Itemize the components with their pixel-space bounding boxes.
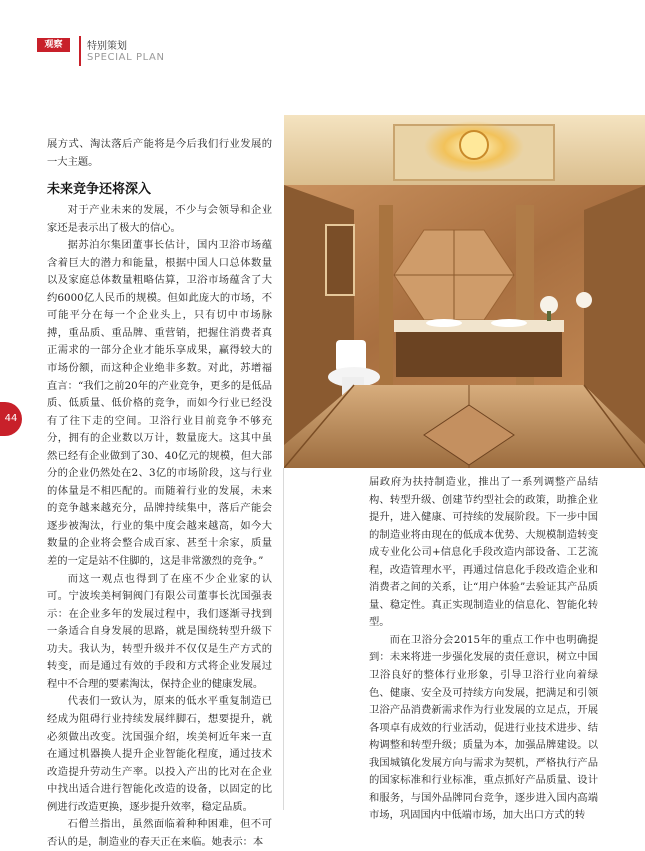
paragraph: 代表们一致认为，原来的低水平重复制造已经成为阻碍行业持续发展绊脚石，想要提升，就必须做出改变。沈国强介绍，埃美柯近年来一直在通过机器换人提升企业智能化程度，通过技术改造提升劳动生产率。以投入产出的比对在企业中找出适合进行智能化改造的设备，以固定的比例进行改造更换，逐步提升效率，稳定品质。 xyxy=(47,695,272,813)
bathroom-illustration xyxy=(284,115,645,468)
section-title-cn: 特别策划 xyxy=(87,41,127,52)
intro-paragraph: 展方式、淘汰落后产能将是今后我们行业发展的一大主题。 xyxy=(47,138,272,168)
bathroom-photo xyxy=(284,115,645,468)
page-number: 44 xyxy=(0,402,22,436)
paragraph: 而在卫浴分会2015年的重点工作中也明确提到：未来将进一步强化发展的责任意识，树立中国卫浴良好的整体行业形象，引导卫浴行业向着绿色、健康、安全及可持续方向发展，把满足和引领卫浴产品消费新需求作为行业发展的立足点，开展各项卓有成效的行业活动，促进行业技术进步、结构调整和转型升级；质量为本，加强品牌建设。以我国城镇化发展方向与需求为契机，严格执行产品的国家标准和行业标准，重点抓好产品质量、设计和服务，与国外品牌同台竞争，逐步进入国内高端市场，巩固国内中低端市场，加大出口方式的转 xyxy=(369,633,598,822)
paragraph: 届政府为扶持制造业，推出了一系列调整产品结构、转型升级、创建节约型社会的政策，助推企业提升，进入健康、可持续的发展阶段。下一步中国的制造业将由现在的低成本优势、大规模制造转变成专业化公司+信息化手段改造内部设备、工艺流程，改造管理水平，再通过信息化手段改造企业和消费者之间的关系，让“用户体验”去验证其产品质量、稳定性。真正实现制造业的信息化、智能化转型。 xyxy=(369,476,598,629)
right-text-column xyxy=(369,474,598,825)
section-tag: 观察 xyxy=(37,38,70,52)
section-heading: 未来竞争还将深入 xyxy=(47,182,152,198)
column-divider xyxy=(283,468,284,810)
left-text-column xyxy=(47,136,272,851)
paragraph: 而这一观点也得到了在座不少企业家的认可。宁波埃美柯铜阀门有限公司董事长沈国强表示：在企业多年的发展过程中，我们逐渐寻找到一条适合自身发展的思路，就是围绕转型升级下功夫。我认为，转型升级并不仅仅是生产方式的转变，而是通过有效的手段和方式将企业发展过程中不合理的要素淘汰，保持企业的健康发展。 xyxy=(47,572,272,690)
paragraph: 据苏泊尔集团董事长估计，国内卫浴市场蕴含着巨大的潜力和能量，根据中国人口总体数量以及家庭总体数量粗略估算，卫浴市场蕴含了大约6000亿人民币的规模。但如此庞大的市场，不可能平分在每一个企业头上，只有切中市场脉搏，重品质、重品牌、重营销，把握住消费者真正需求的一部分企业才能乐享成果，赢得较大的市场份额，而这种企业绝非多数。对此，苏增福直言：“我们之前20年的产业竞争，更多的是低品质、低质量、低价格的竞争，而如今行业已经没有了往下走的空间。卫浴行业目前竞争不够充分，拥有的企业数以万计，数量庞大。这其中虽然已经有企业做到了30、40亿元的规模，但大部分的企业仍然处在2、3亿的市场阶段，这与行业的体量是不相匹配的。而随着行业的发展，未来的竞争越来越充分，品牌持续集中，落后产能会逐步被淘汰，行业的集中度会越来越高，如今大数量的企业将会整合成百家、甚至十余家，质量差的一定是站不住脚的，这是非常激烈的竞争。” xyxy=(47,239,272,568)
paragraph: 对于产业未来的发展，不少与会领导和企业家还是表示出了极大的信心。 xyxy=(47,204,272,234)
section-title-en: SPECIAL PLAN xyxy=(87,52,165,63)
paragraph: 石僧兰指出，虽然面临着种种困难，但不可否认的是，制造业的春天正在来临。她表示：本 xyxy=(47,818,272,848)
header-divider xyxy=(79,36,81,66)
